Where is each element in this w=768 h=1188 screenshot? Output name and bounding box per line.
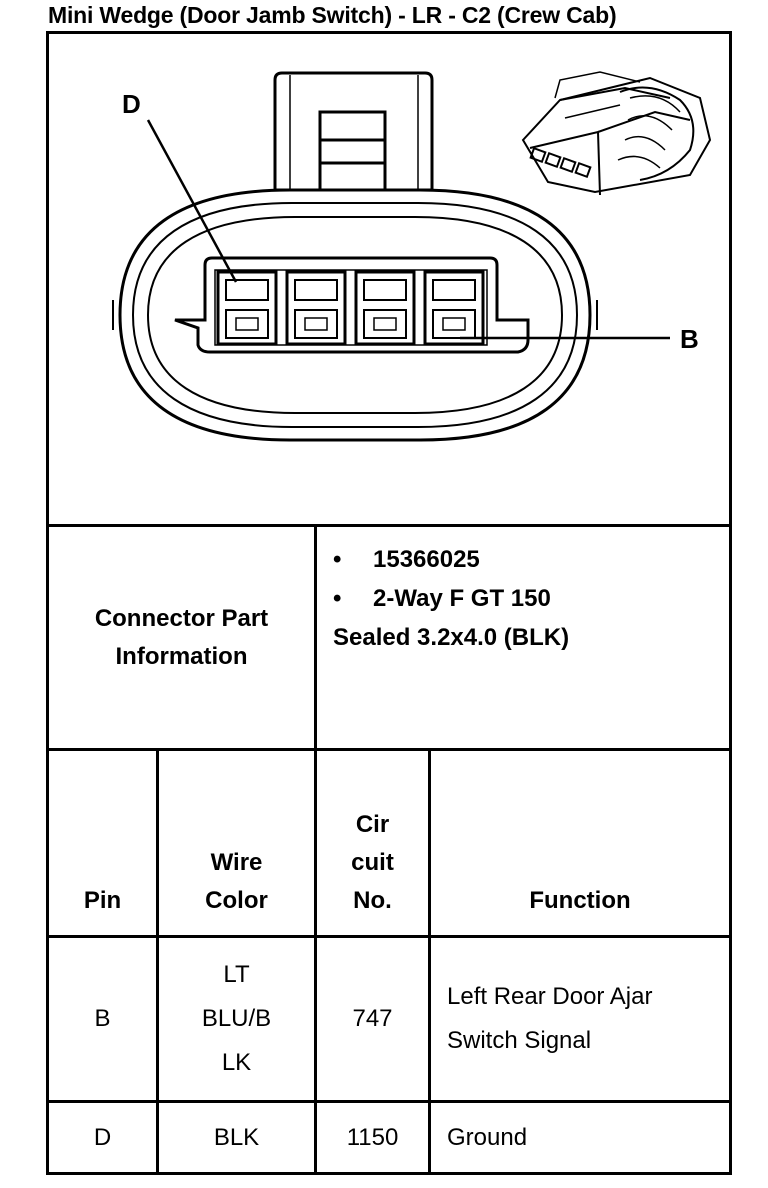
header-circuit-line1: Cir [355,811,390,838]
function-line2: Switch Signal [447,1027,592,1054]
part-number: 15366025 [373,546,480,573]
header-wire-color [159,844,314,920]
divider-line [428,748,431,1175]
table-row-circuit: 1150 [346,1123,399,1151]
table-row-pin: D [93,1123,112,1151]
pin-label-d: D [122,89,141,119]
header-pin: Pin [83,887,122,914]
wire-color-line1: LT [223,961,250,988]
function-line1: Left Rear Door Ajar [447,983,653,1010]
divider-line [46,1172,732,1175]
table-row-function: Ground [447,1123,528,1151]
connector-info-list [333,540,569,657]
page-title: Mini Wedge (Door Jamb Switch) - LR - C2 (Crew Cab) [48,2,617,28]
connector-info-label-line2: Information [115,643,248,670]
header-circuit-line3: No. [353,887,392,914]
header-wire-color-line2: Color [205,887,268,914]
bullet-icon: • [333,585,342,612]
table-row-wire-color: BLK [213,1123,260,1151]
header-function: Function [529,887,631,914]
connector-seal-info: Sealed 3.2x4.0 (BLK) [333,624,570,651]
list-item [333,540,569,579]
list-item [333,618,569,657]
table-row-circuit: 747 [352,1005,393,1032]
pin-label-b: B [680,324,699,354]
connector-type: 2-Way F GT 150 [373,585,551,612]
header-circuit-no [317,806,428,920]
wire-color-line2: BLU/B [201,1005,272,1032]
connector-face-diagram [0,0,768,530]
header-wire-color-line1: Wire [210,849,263,876]
wire-color-line3: LK [221,1049,252,1076]
table-row-function [447,938,727,1100]
divider-line [46,748,732,751]
connector-info-label [49,600,314,676]
table-row-pin: B [94,1005,111,1032]
bullet-icon: • [333,546,342,573]
header-circuit-line2: cuit [351,849,394,876]
connector-info-label-line1: Connector Part [94,605,269,632]
list-item [333,579,569,618]
divider-line [46,524,732,527]
connector-thumbnail [523,72,710,195]
table-row-wire-color [159,938,314,1100]
